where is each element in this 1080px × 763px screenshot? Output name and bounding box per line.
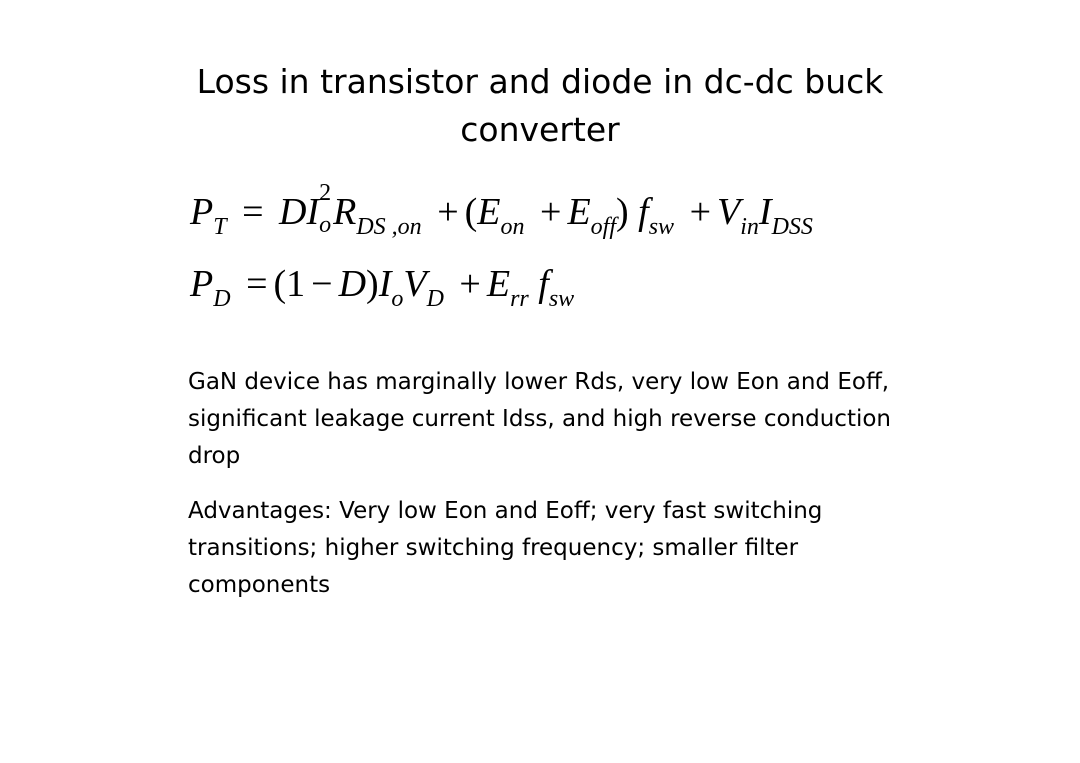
eq2-f-sub: sw (548, 286, 575, 312)
eq2-minus: − (311, 263, 333, 305)
eq1-d: D (279, 191, 307, 233)
slide-title: Loss in transistor and diode in dc-dc buck converter (196, 62, 884, 149)
eq2-p: P (190, 263, 214, 305)
eq2-e: E (486, 263, 511, 305)
eq1-v: V (717, 191, 741, 233)
diode-loss-equation (190, 262, 575, 312)
eq2-paren-close: ) (366, 263, 379, 305)
eq1-v-sub: in (740, 214, 759, 240)
eq2-d: D (338, 263, 367, 305)
eq2-plus: + (459, 263, 481, 305)
eq1-i-supsub (319, 180, 333, 238)
eq1-paren-open: ( (464, 191, 478, 233)
eq2-v: V (403, 263, 427, 305)
advantages-paragraph: Advantages: Very low Eon and Eoff; very fast switching transitions; higher switching frequency; smaller filter components (188, 498, 823, 598)
eq2-paren-open: ( (273, 263, 287, 305)
eq2-equals: = (246, 263, 268, 305)
eq2-i: I (378, 263, 392, 305)
eq1-plus-1: + (437, 191, 459, 233)
eq1-r-sub: DS ,on (356, 214, 422, 240)
eq1-paren-close: ) (616, 191, 629, 233)
eq1-f: f (638, 191, 649, 233)
eq2-one: 1 (286, 263, 306, 305)
eq2-v-sub: D (426, 286, 444, 312)
eq1-eon: E (477, 191, 501, 233)
eq1-i-sup: 2 (319, 180, 332, 206)
eq1-eoff-sub: off (590, 214, 616, 240)
gan-device-paragraph: GaN device has marginally lower Rds, very low Eon and Eoff, significant leakage current Idss, and high reverse conduction drop (188, 369, 892, 469)
eq1-plus-3: + (689, 191, 712, 233)
eq1-plus-2: + (540, 191, 562, 233)
eq1-r: R (333, 191, 357, 233)
eq1-p: P (190, 191, 214, 233)
eq1-eon-sub: on (500, 214, 525, 240)
eq1-idss: I (758, 191, 772, 233)
eq2-p-sub: D (213, 286, 231, 312)
eq1-eoff: E (567, 191, 591, 233)
eq1-i: I (306, 191, 320, 233)
eq2-f: f (538, 263, 549, 305)
eq1-p-sub: T (213, 214, 227, 240)
eq1-idss-sub: DSS (771, 214, 813, 240)
eq2-i-sub: o (391, 286, 404, 312)
eq1-equals: = (242, 191, 264, 233)
transistor-loss-equation (190, 180, 813, 240)
eq2-e-sub: rr (510, 286, 529, 312)
eq1-i-sub: o (319, 212, 332, 238)
eq1-f-sub: sw (648, 214, 675, 240)
